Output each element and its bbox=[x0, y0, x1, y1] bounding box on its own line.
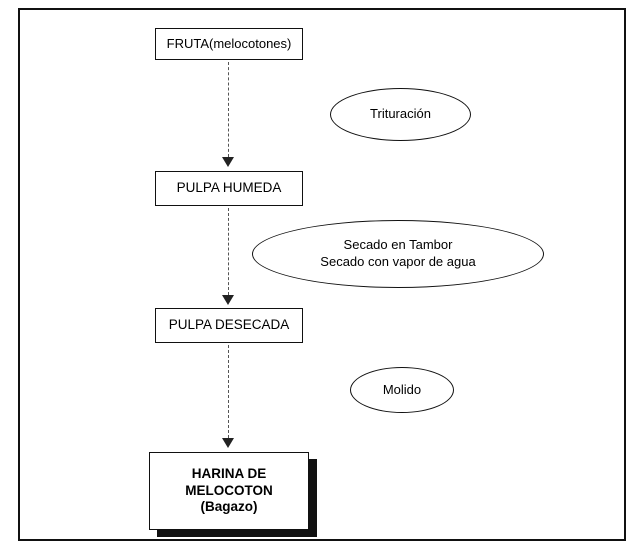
arrowhead-fruta-to-pulpa-humeda bbox=[222, 157, 234, 167]
node-harina bbox=[149, 452, 309, 530]
diagram-frame bbox=[18, 8, 626, 541]
connector-pulpa-humeda-to-pulpa-desecada bbox=[228, 208, 229, 295]
operation-secado bbox=[252, 220, 544, 288]
operation-trituracion: Trituración bbox=[330, 88, 471, 141]
arrowhead-pulpa-desecada-to-harina bbox=[222, 438, 234, 448]
connector-fruta-to-pulpa-humeda bbox=[228, 62, 229, 157]
node-harina-line3: (Bagazo) bbox=[200, 499, 258, 515]
node-harina-line1: HARINA DE bbox=[191, 465, 267, 481]
operation-secado-line1: Secado en Tambor bbox=[343, 237, 453, 253]
arrowhead-pulpa-humeda-to-pulpa-desecada bbox=[222, 295, 234, 305]
node-pulpa-humeda: PULPA HUMEDA bbox=[155, 171, 303, 206]
node-harina-line2: MELOCOTON bbox=[185, 482, 273, 498]
node-fruta: FRUTA(melocotones) bbox=[155, 28, 303, 60]
node-pulpa-desecada: PULPA DESECADA bbox=[155, 308, 303, 343]
operation-molido: Molido bbox=[350, 367, 454, 413]
operation-secado-line2: Secado con vapor de agua bbox=[320, 254, 476, 269]
connector-pulpa-desecada-to-harina bbox=[228, 345, 229, 438]
